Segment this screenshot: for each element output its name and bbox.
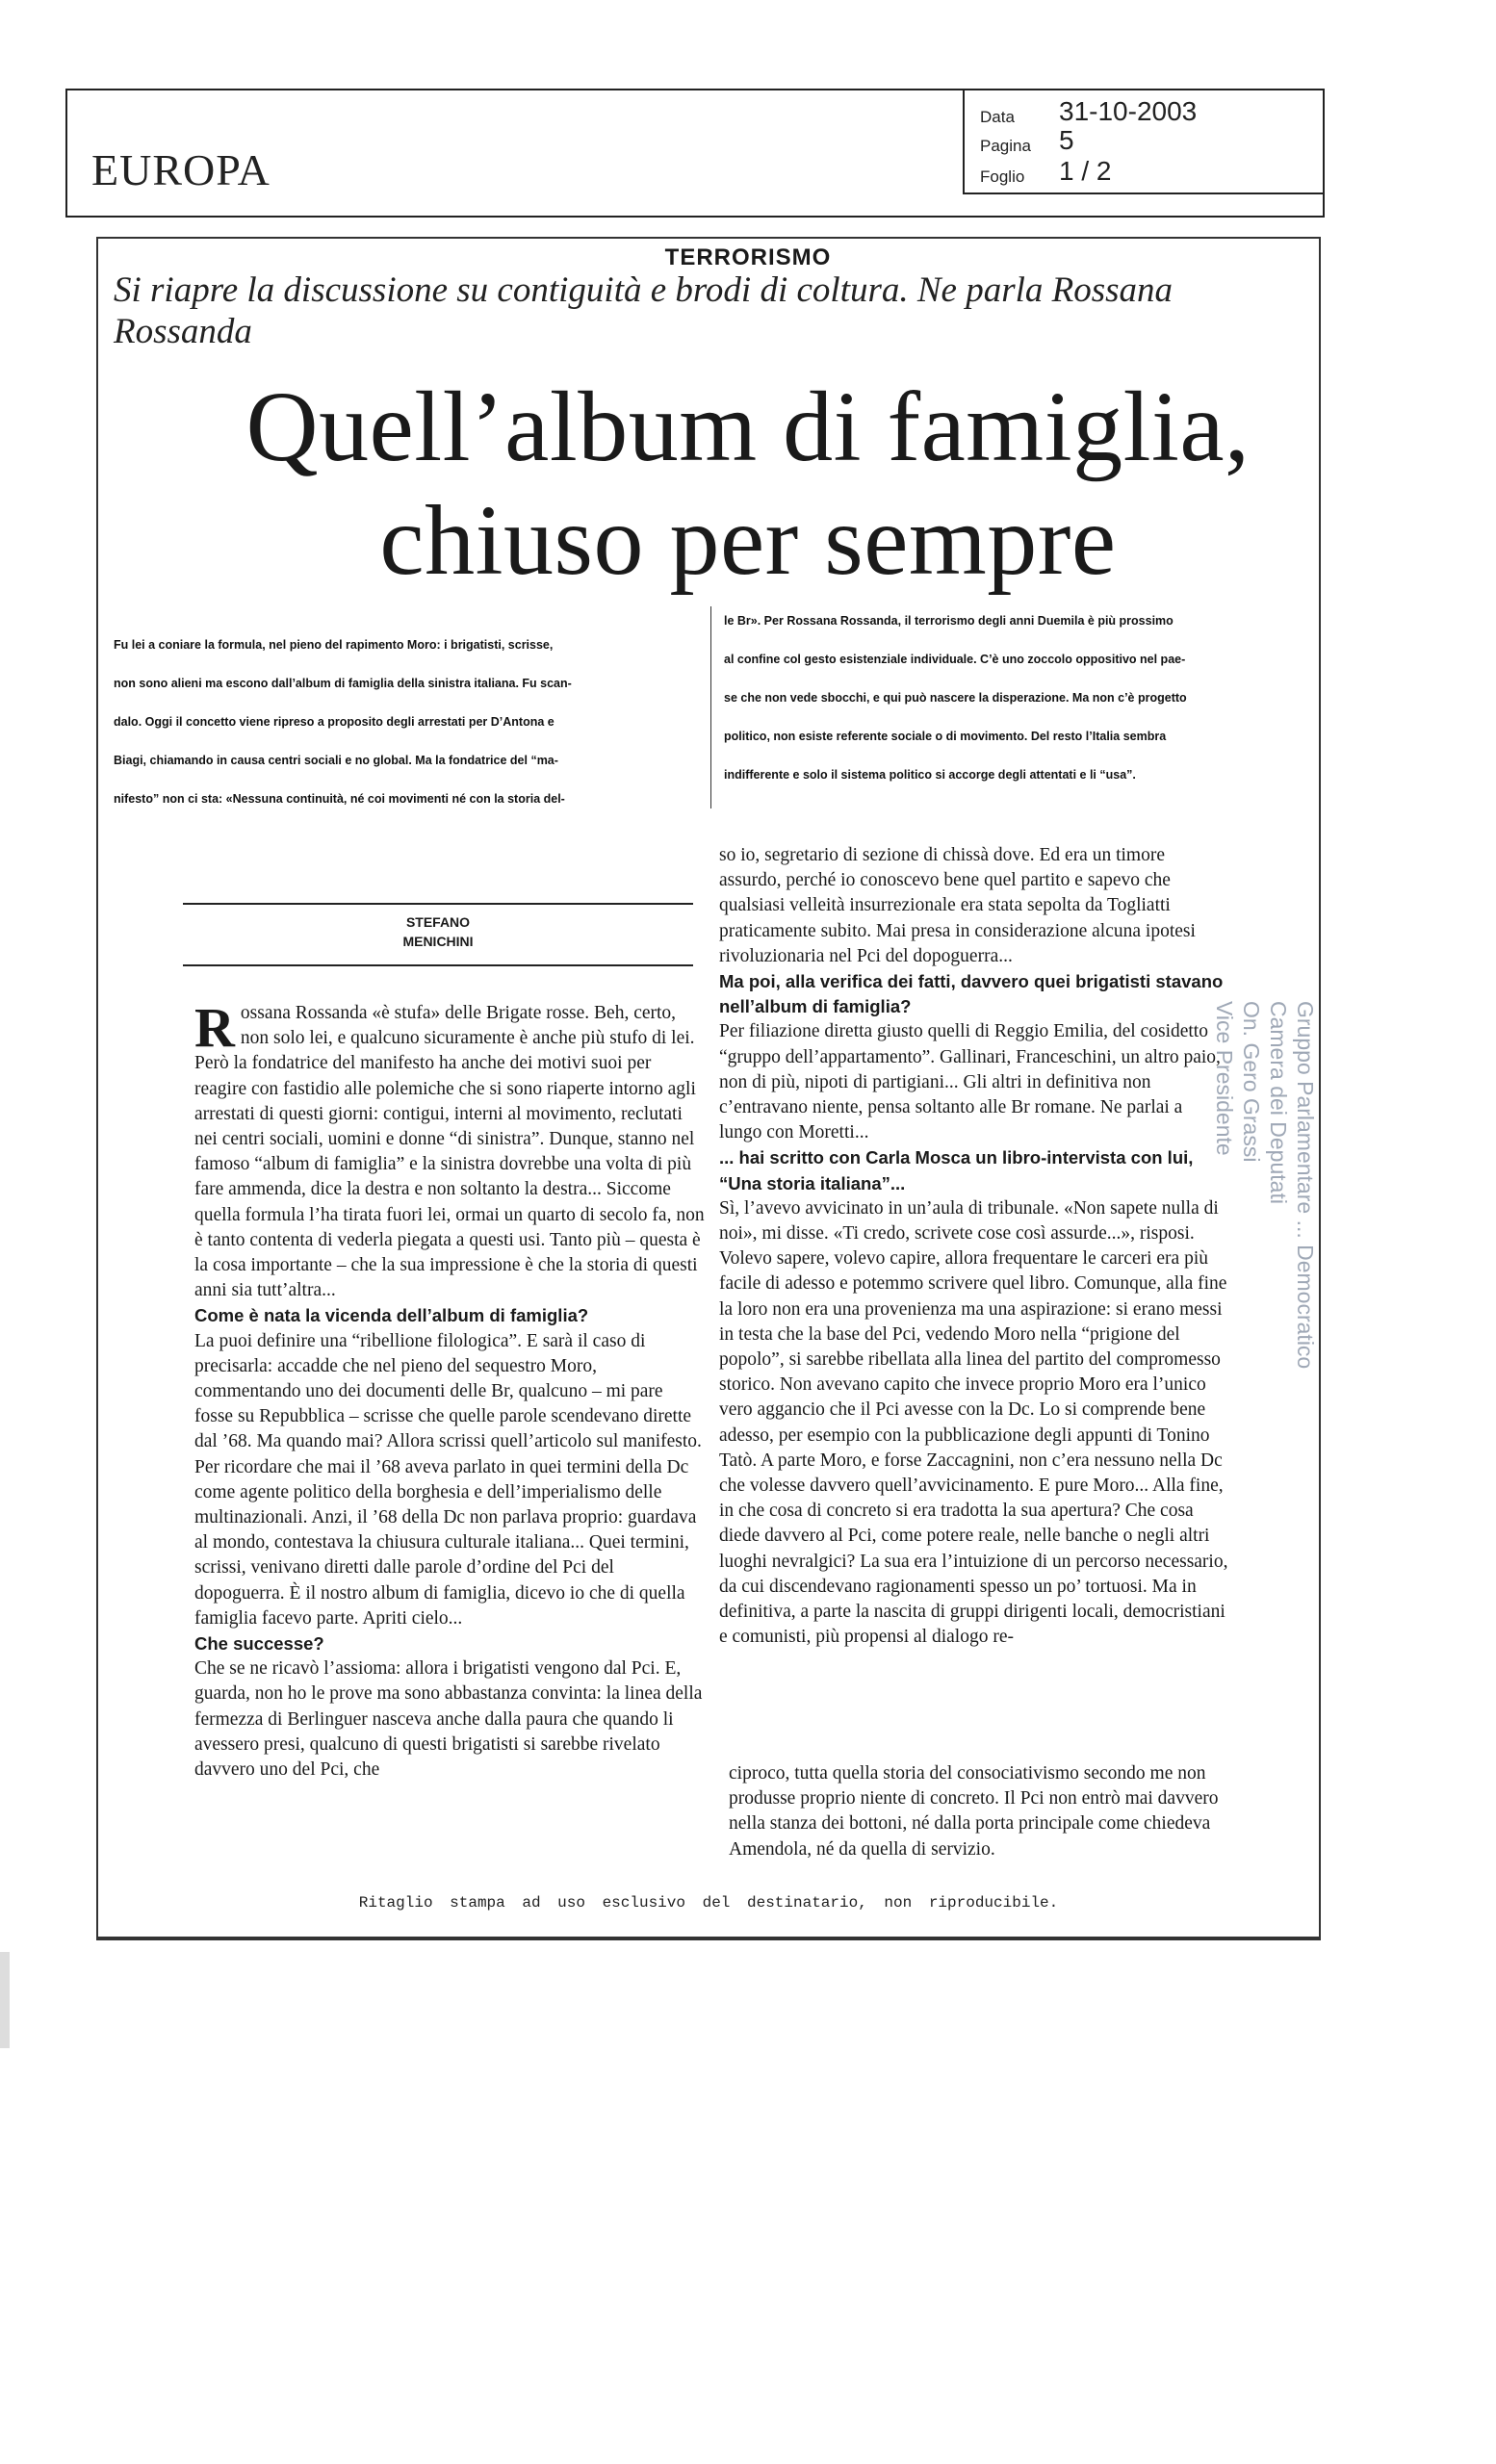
summary-line: nifesto” non ci sta: «Nessuna continuità, né coi movimenti né con la storia del- [114,792,565,806]
stamp-line: Camera dei Deputati [1266,1001,1291,1204]
summary-line: le Br». Per Rossana Rossanda, il terrorismo degli anni Duemila è più prossimo [724,614,1174,628]
summary-line: dalo. Oggi il concetto viene ripreso a proposito degli arrestati per D’Antona e [114,715,555,729]
footer-rule [96,1938,1321,1940]
headline-line-1: Quell’album di famiglia, [245,372,1251,482]
intro-paragraph [194,996,705,1303]
question-4: ... hai scritto con Carla Mosca un libro-intervista con lui, “Una storia italiana”... [719,1147,1194,1194]
summary-line: Biagi, chiamando in causa centri sociali e no global. Ma la fondatrice del “ma- [114,754,558,767]
answer-3: Per filiazione diretta giusto quelli di Reggio Emilia, del cosidetto “gruppo dell’appartamento”. Gallinari, Franceschini, un altro paio, non di più, nipoti di partigiani... Gli altri in definitiva non c’entravano niente, pensa soltanto alle Br romane. Ne parlai a lungo con Moretti... [719,1021,1221,1143]
byline-rule-bottom [183,964,693,966]
sheet-value: 1 / 2 [1059,156,1112,186]
body-column-right [719,843,1229,1651]
byline-rule-top [183,903,693,905]
headline-line-2: chiuso per sempre [379,485,1117,596]
stamp-line: Vice Presidente [1212,1001,1237,1156]
question-1: Come è nata la vicenda dell’album di famiglia? [194,1305,589,1326]
answer-2: Che se ne ricavò l’assioma: allora i brigatisti vengono dal Pci. E, guarda, non ho le prove ma sono abbastanza convinta: la linea della fermezza di Berlinguer nasceva anche dalla paura che quando li avessero presi, qualcuno di questi brigatisti si sarebbe rivelato davvero uno del Pci, che [194,1658,703,1781]
newspaper-name: EUROPA [91,145,271,194]
scan-edge-mark [0,1952,10,2048]
summary-line: al confine col gesto esistenziale individuale. C’è uno zoccolo oppositivo nel pae- [724,653,1186,666]
article-subhead: Si riapre la discussione su contiguità e brodi di coltura. Ne parla Rossana Rossanda [114,270,1174,351]
office-stamp [1184,1001,1319,1463]
summary-right [724,602,1306,794]
date-label: Data [980,108,1015,126]
page-value: 5 [1059,125,1074,155]
summary-line: non sono alieni ma escono dall’album di famiglia della sinistra italiana. Fu scan- [114,677,572,690]
clipping-disclaimer: Ritaglio stampa ad uso esclusivo del destinatario, non riproducibile. [358,1894,1059,1912]
summary-left [114,626,701,818]
answer-4: Sì, l’avevo avvicinato in un’aula di tribunale. «Non sapete nulla di noi», mi disse. «Ti credo, scrivete cose così assurde...», risposi. Volevo sapere, volevo capire, allora frequentare le carceri era più facile di adesso e potemmo scrivere quel libro. Comunque, alla fine la loro non era una provenienza ma una aspirazione: si erano messi in testa che la base del Pci, vedendo Moro nella “prigione del popolo”, si sarebbe ribellata alla linea del partito del compromesso storico. Non avevano capito che invece proprio Moro era l’unico vero aggancio che il Pci avesse con la Dc. Lo si comprende bene adesso, per esempio con la pubblicazione degli appunti di Tonino Tatò. A parte Moro, e forse Zaccagnini, non c’era nessuno nella Dc che volesse davvero quell’avvicinamento. E pure Moro... Alla fine, in che cosa di concreto si era tradotta la sua apertura? Che cosa diede davvero al Pci, come potere reale, nelle banche o negli altri luoghi nevralgici? La sua era l’intuizione di un percorso necessario, da cui discendevano ragionamenti spesso un po’ tortuosi. Ma in definitiva, a parte la nascita di gruppi dirigenti locali, democristiani e comunisti, più propensi al dialogo re- [719,1197,1228,1648]
body-column-left [194,996,705,1783]
sheet-label: Foglio [980,167,1025,186]
byline [183,912,693,951]
continued-paragraph: so io, segretario di sezione di chissà dove. Ed era un timore assurdo, perché io conoscevo bene quel partito e sapevo che qualsiasi velleità insurrezionale era stata sepolta da Togliatti praticamente subito. Mai presa in considerazione alcuna ipotesi rivoluzionaria nel Pci del dopoguerra... [719,845,1196,966]
intro-text: ossana Rossanda «è stufa» delle Brigate rosse. Beh, certo, non solo lei, e qualcuno sicuramente è anche più stufo di lei. Però la fondatrice del manifesto ha anche dei motivi suoi per reagire con fastidio alle polemiche che si sono riaperte intorno agli arrestati di questi giorni: contigui, interni al movimento, reclutati nei centri sociali, uomini e donne “di sinistra”. Dunque, stanno nel famoso “album di famiglia” e la sinistra dovrebbe una volta di più fare ammenda, dice la destra e non soltanto la destra... Siccome quella formula l’ha tirata fuori lei, ormai un quarto di secolo fa, non è tanto contenta di vederla piegata a questi usi. Tanto più – questa è la cosa importante – che la sua impressione è che la storia di questi anni sia tutt’altra... [194,1003,705,1301]
stamp-line: Gruppo Parlamentare ... Democratico [1293,1001,1318,1370]
summary-line: indifferente e solo il sistema politico si accorge degli attentati e li “usa”. [724,768,1136,782]
byline-first-name: STEFANO [405,914,471,930]
summary-line: Fu lei a coniare la formula, nel pieno del rapimento Moro: i brigatisti, scrisse, [114,638,554,652]
page-label: Pagina [980,137,1031,155]
summary-line: politico, non esiste referente sociale o di movimento. Del resto l’Italia sembra [724,730,1167,743]
byline-last-name: MENICHINI [402,934,474,949]
section-kicker: TERRORISMO [664,244,832,270]
stamp-line: On. Gero Grassi [1239,1001,1264,1163]
closing-paragraph: ciproco, tutta quella storia del consociativismo secondo me non produsse proprio niente di concreto. Il Pci non entrò mai davvero nella stanza dei bottoni, né dalla porta principale come chiedeva Amendola, né da quella di servizio. [729,1763,1219,1860]
body-column-right-tail [729,1761,1229,1862]
summary-divider [710,606,711,808]
date-value: 31-10-2003 [1059,96,1198,126]
question-3: Ma poi, alla verifica dei fatti, davvero quei brigatisti stavano nell’album di famiglia? [719,971,1224,1017]
summary-line: se che non vede sbocchi, e qui può nascere la disperazione. Ma non c’è progetto [724,691,1187,705]
question-2: Che successe? [194,1633,324,1655]
drop-cap: R [194,996,235,1059]
answer-1: La puoi definire una “ribellione filologica”. E sarà il caso di precisarla: accadde che nel pieno del sequestro Moro, commentando uno dei documenti delle Br, qualcuno – mi pare fosse su Repubblica – scrisse che quelle parole scendevano dirette dal ’68. Ma quando mai? Allora scrissi quell’articolo sul manifesto. Per ricordare che mai il ’68 aveva parlato in quei termini della Dc come agente politico della borghesia e dell’imperialismo delle multinazionali. Anzi, il ’68 della Dc non parlava proprio: guardava al mondo, contestava la chiusura culturale italiana... Quei termini, scrissi, venivano diretti dalle parole d’ordine del Pci del dopoguerra. È il nostro album di famiglia, dicevo io che di quella famiglia facevo parte. Apriti cielo... [194,1330,702,1629]
